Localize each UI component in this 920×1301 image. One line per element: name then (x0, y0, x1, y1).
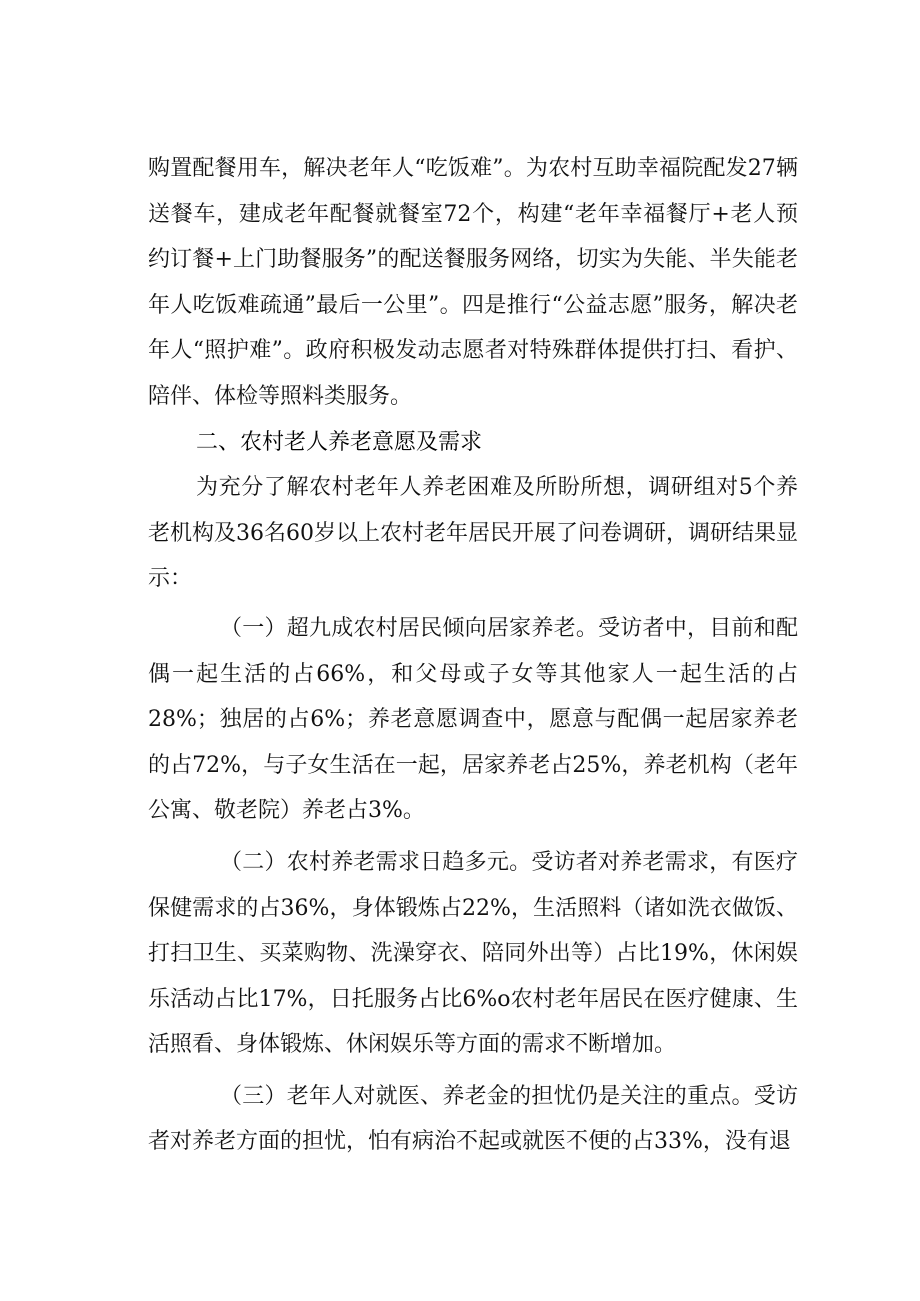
paragraph-diverse-needs: （二）农村养老需求日趋多元。受访者对养老需求，有医疗保健需求的占36%，身体锻炼占22%，生活照料（诸如洗衣做饭、打扫卫生、买菜购物、洗澡穿衣、陪同外出等）占比19%，休闲娱乐活动占比17%，日托服务占比6%o农村老年居民在医疗健康、生活照看、身体锻炼、休闲娱乐等方面的需求不断增加。 (148, 849, 798, 1058)
paragraph-home-care: （一）超九成农村居民倾向居家养老。受访者中，目前和配偶一起生活的占66%，和父母或子女等其他家人一起生活的占28%；独居的占6%；养老意愿调查中，愿意与配偶一起居家养老的占72%，与子女生活在一起，居家养老占25%，养老机构（老年公寓、敬老院）养老占3%。 (148, 615, 798, 824)
paragraph-medical-concerns: （三）老年人对就医、养老金的担忧仍是关注的重点。受访者对养老方面的担忧，怕有病治不起或就医不便的占33%，没有退 (148, 1083, 798, 1155)
section-heading: 二、农村老人养老意愿及需求 (196, 429, 483, 455)
paragraph-meal-service: 购置配餐用车，解决老年人“吃饭难”。为农村互助幸福院配发27辆送餐车，建成老年配餐就餐室72个，构建“老年幸福餐厅+老人预约订餐+上门助餐服务”的配送餐服务网络，切实为失能、半失能老年人吃饭难疏通”最后一公里”。四是推行“公益志愿”服务，解决老年人“照护难”。政府积极发动志愿者对特殊群体提供打扫、看护、陪伴、体检等照料类服务。 (148, 156, 798, 409)
paragraph-survey-intro: 为充分了解农村老年人养老困难及所盼所想，调研组对5个养老机构及36名60岁以上农村老年居民开展了问卷调研，调研结果显示： (148, 475, 798, 592)
document-page (148, 146, 798, 1165)
